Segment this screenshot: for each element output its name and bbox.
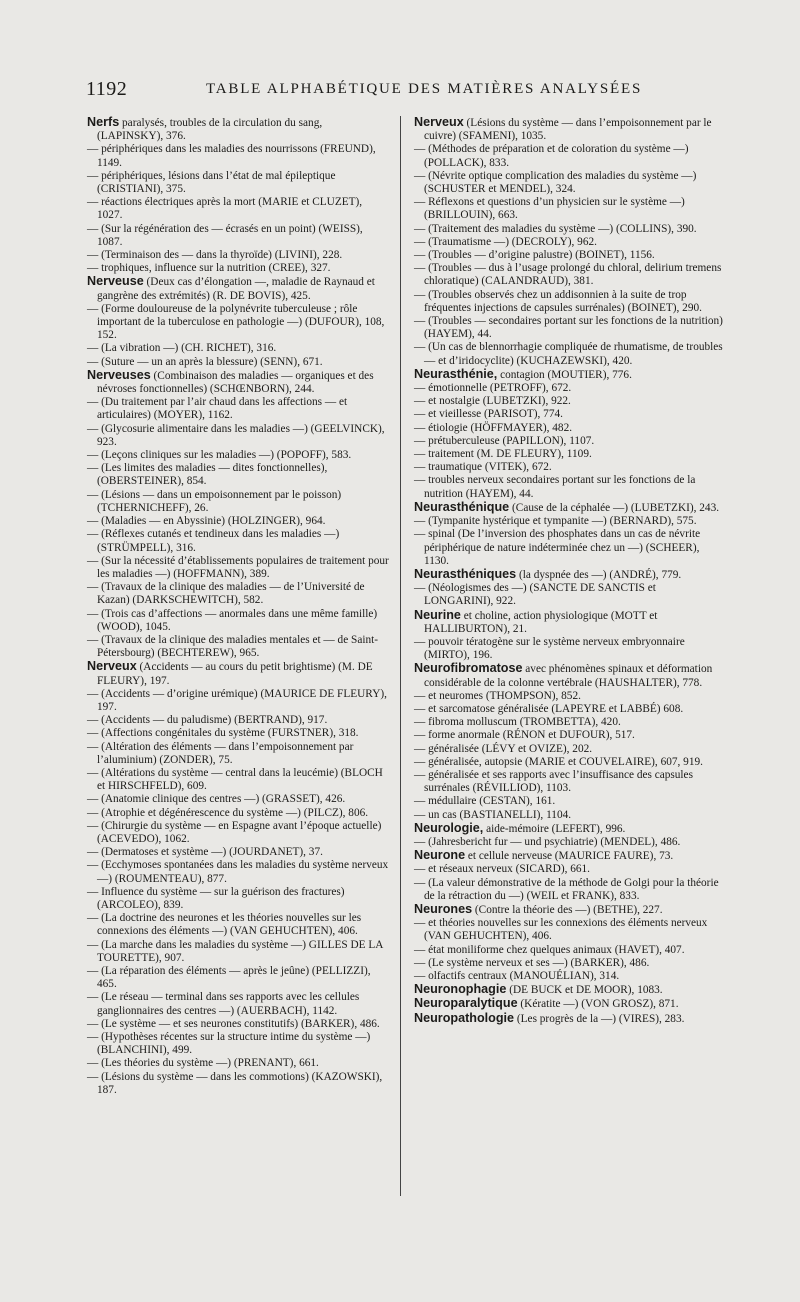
entry-text: (la dyspnée des —) (ANDRÉ), 779.: [519, 568, 682, 581]
index-subentry: [87, 143, 389, 169]
entry-text: — et sarcomatose généralisée (LAPEYRE et LABBÉ) 608.: [414, 702, 684, 715]
entry-text: — (La marche dans les maladies du système —) GILLES DE LA TOURETTE), 907.: [87, 938, 383, 964]
index-entry-heading: [87, 660, 389, 687]
entry-text: — (Travaux de la clinique des maladies mentales et — de Saint-Pétersbourg) (BECHTEREW), 965.: [87, 633, 379, 660]
index-subentry: [414, 315, 724, 341]
entry-text: — (Leçons cliniques sur les maladies —) (POPOFF), 583.: [87, 449, 352, 462]
entry-keyword: Neuropathologie: [414, 1010, 515, 1025]
entry-text: — et théories nouvelles sur les connexions des éléments nerveux (VAN GEHUCHTEN), 406.: [414, 917, 708, 943]
entry-text: — (Les limites des maladies — dites fonctionnelles), (OBERSTEINER), 854.: [87, 462, 328, 488]
index-subentry: [87, 170, 389, 196]
entry-keyword: Neurine: [414, 607, 461, 622]
entry-text: — (Glycosurie alimentaire dans les maladies —) (GEELVINCK), 923.: [87, 422, 385, 448]
entry-text: — étiologie (HÖFFMAYER), 482.: [414, 421, 573, 434]
index-subentry: [87, 196, 389, 222]
entry-text: — (La vibration —) (CH. RICHET), 316.: [87, 342, 277, 355]
entry-text: — périphériques, lésions dans l’état de mal épileptique (CRISTIANI), 375.: [87, 169, 336, 196]
index-entry-heading: [414, 568, 724, 582]
index-entry-heading: [414, 822, 724, 836]
index-subentry: [414, 143, 724, 169]
index-subentry: [414, 743, 724, 756]
entry-text: — Réflexons et questions d’un physicien sur le système —) (BRILLOUIN), 663.: [414, 196, 685, 222]
index-subentry: [87, 1018, 389, 1031]
entry-text: — traitement (M. DE FLEURY), 1109.: [414, 448, 592, 461]
entry-text: — (Anatomie clinique des centres —) (GRASSET), 426.: [87, 793, 346, 806]
index-entry-heading: [414, 849, 724, 863]
entry-text: — (Jahresbericht fur — und psychiatrie) (MENDEL), 486.: [414, 835, 681, 848]
entry-keyword: Neurasthénique: [414, 499, 510, 514]
entry-text: — (Névrite optique complication des maladies du système —) (SCHUSTER et MENDEL), 324.: [414, 169, 697, 196]
entry-text: — (Altérations du système — central dans la leucémie) (BLOCH et HIRSCHFELD), 609.: [87, 766, 383, 793]
entry-text: (DE BUCK et DE MOOR), 1083.: [509, 984, 663, 997]
entry-keyword: Neurologie,: [414, 820, 484, 835]
entry-text: (Contre la théorie des —) (BETHE), 227.: [474, 903, 663, 916]
index-entry-heading: [87, 275, 389, 302]
entry-text: — (Accidents — du paludisme) (BERTRAND), 917.: [87, 714, 328, 727]
index-subentry: [414, 223, 724, 236]
index-entry-heading: [414, 983, 724, 997]
entry-text: — (La réparation des éléments — après le jeûne) (PELLIZZI), 465.: [87, 965, 371, 991]
index-subentry: [87, 249, 389, 262]
entry-text: — émotionnelle (PETROFF), 672.: [414, 382, 572, 395]
index-subentry: [414, 690, 724, 703]
column-divider: [400, 116, 401, 1196]
index-subentry: [414, 716, 724, 729]
index-subentry: [414, 408, 724, 421]
index-entry-heading: [414, 368, 724, 382]
entry-keyword: Nerveuse: [87, 274, 144, 289]
index-subentry: [87, 846, 389, 859]
entry-text: — olfactifs centraux (MANOUÉLIAN), 314.: [414, 970, 620, 982]
entry-text: — généralisée (LÉVY et OVIZE), 202.: [414, 742, 593, 755]
entry-text: contagion (MOUTIER), 776.: [500, 368, 632, 381]
index-subentry: [87, 462, 389, 488]
index-entry-heading: [87, 369, 389, 396]
entry-text: (Les progrès de la —) (VIRES), 283.: [516, 1012, 685, 1025]
entry-text: (Deux cas d’élongation —, maladie de Raynaud et gangrène des extrémités) (R. DE BOVIS), 425.: [97, 276, 375, 302]
entry-keyword: Nerveuses: [87, 367, 151, 382]
index-subentry: [414, 262, 724, 288]
index-entry-heading: [87, 116, 389, 143]
entry-text: — et neuromes (THOMPSON), 852.: [414, 689, 581, 702]
entry-text: — (Lésions du système — dans les commotions) (KAZOWSKI), 187.: [87, 1070, 383, 1096]
index-subentry: [414, 289, 724, 315]
entry-text: — (La valeur démonstrative de la méthode de Golgi pour la théorie de la rétraction du —) (WEIL et FRANK), 833.: [414, 876, 719, 902]
index-subentry: [87, 886, 389, 912]
index-subentry: [87, 859, 389, 885]
entry-text: — un cas (BASTIANELLI), 1104.: [414, 808, 572, 821]
index-subentry: [414, 917, 724, 943]
entry-keyword: Neurasthéniques: [414, 566, 517, 581]
index-entry-heading: [414, 903, 724, 917]
index-subentry: [87, 555, 389, 581]
index-subentry: [414, 474, 724, 500]
index-subentry: [414, 236, 724, 249]
entry-keyword: Neuroparalytique: [414, 996, 518, 1011]
entry-keyword: Nerveux: [414, 115, 464, 129]
right-column: [414, 116, 724, 1026]
entry-text: — (Dermatoses et système —) (JOURDANET), 37.: [87, 846, 323, 859]
entry-text: — (Terminaison des — dans la thyroïde) (LIVINI), 228.: [87, 249, 343, 262]
entry-text: — spinal (De l’inversion des phosphates dans un cas de névrite périphérique de nature indéterminée chez un —) (SCHEER), 1130.: [414, 528, 701, 567]
entry-text: — (Un cas de blennorrhagie compliquée de rhumatisme, de troubles — et d’iridocyclite) (KUCHAZEWSKI), 420.: [414, 341, 723, 367]
index-subentry: [87, 528, 389, 554]
index-subentry: [414, 703, 724, 716]
entry-text: — (Forme douloureuse de la polynévrite tuberculeuse ; rôle important de la tuberculose en pathologie —) (DUFOUR), 108, 152.: [87, 302, 385, 342]
index-subentry: [87, 489, 389, 515]
index-subentry: [414, 769, 724, 795]
entry-text: (Accidents — au cours du petit brightisme) (M. DE FLEURY), 197.: [97, 661, 373, 687]
entry-text: — périphériques dans les maladies des nourrissons (FREUND), 1149.: [87, 143, 376, 169]
index-subentry: [87, 423, 389, 449]
entry-text: — généralisée, autopsie (MARIE et COUVELAIRE), 607, 919.: [414, 755, 703, 768]
index-subentry: [87, 820, 389, 846]
entry-text: — (Troubles — secondaires portant sur les fonctions de la nutrition) (HAYEM), 44.: [414, 315, 723, 341]
index-subentry: [87, 741, 389, 767]
index-subentry: [414, 863, 724, 876]
entry-text: — Influence du système — sur la guérison des fractures) (ARCOLEO), 839.: [87, 885, 345, 911]
index-subentry: [414, 957, 724, 970]
index-subentry: [87, 581, 389, 607]
entry-keyword: Nerfs: [87, 115, 120, 129]
index-subentry: [87, 807, 389, 820]
index-subentry: [414, 341, 724, 367]
index-subentry: [87, 939, 389, 965]
index-subentry: [87, 1031, 389, 1057]
entry-text: — troubles nerveux secondaires portant sur les fonctions de la nutrition (HAYEM), 44.: [414, 474, 696, 500]
entry-keyword: Neurofibromatose: [414, 661, 523, 676]
entry-text: — (Méthodes de préparation et de coloration du système —) (POLLACK), 833.: [414, 143, 689, 169]
entry-text: — (Suture — un an après la blessure) (SENN), 671.: [87, 355, 323, 368]
index-subentry: [87, 793, 389, 806]
index-subentry: [87, 223, 389, 249]
entry-text: — (Traumatisme —) (DECROLY), 962.: [414, 235, 597, 248]
entry-text: — (Atrophie et dégénérescence du système —) (PILCZ), 806.: [87, 806, 369, 819]
index-subentry: [414, 196, 724, 222]
index-subentry: [414, 795, 724, 808]
index-subentry: [414, 877, 724, 903]
entry-text: — (Le réseau — terminal dans ses rapports avec les cellules ganglionnaires des centres —) (AUERBACH), 1142.: [87, 991, 360, 1017]
entry-text: — (Le système — et ses neurones constitutifs) (BARKER), 486.: [87, 1017, 380, 1030]
entry-text: (Cause de la céphalée —) (LUBETZKI), 243.: [512, 501, 720, 514]
entry-keyword: Neuronophagie: [414, 982, 507, 997]
entry-keyword: Neurasthénie,: [414, 366, 498, 381]
running-title: TABLE ALPHABÉTIQUE DES MATIÈRES ANALYSÉES: [206, 81, 643, 97]
left-column: [87, 116, 389, 1097]
entry-keyword: Neurones: [414, 901, 473, 916]
entry-text: (Lésions du système — dans l’empoisonnement par le cuivre) (SFAMENI), 1035.: [424, 117, 712, 143]
index-subentry: [87, 608, 389, 634]
entry-text: avec phénomènes spinaux et déformation considérable de la colonne vertébrale (HAUSHALTER), 778.: [424, 663, 713, 689]
entry-text: — traumatique (VITEK), 672.: [414, 461, 552, 474]
entry-text: — (Troubles — dus à l’usage prolongé du chloral, delirium tremens chloratique) (CALANDRAUD), 381.: [414, 262, 722, 288]
index-subentry: [87, 912, 389, 938]
entry-text: — généralisée et ses rapports avec l’insuffisance des capsules surrénales (RÉVILLIOD), 1103.: [414, 768, 693, 795]
index-subentry: [414, 582, 724, 608]
entry-text: — (Sur la régénération des — écrasés en un point) (WEISS), 1087.: [87, 222, 363, 248]
entry-text: — (Travaux de la clinique des maladies — de l’Université de Kazan) (DARKSCHEWITCH), 582.: [87, 581, 365, 607]
entry-text: — forme anormale (RÉNON et DUFOUR), 517.: [414, 729, 635, 742]
index-subentry: [414, 170, 724, 196]
entry-text: — (Tympanite hystérique et tympanite —) (BERNARD), 575.: [414, 515, 697, 528]
entry-text: — (Troubles — d’origine palustre) (BOINET), 1156.: [414, 249, 655, 262]
entry-text: — (Sur la nécessité d’établissements populaires de traitement pour les maladies —) (HOFFMANN), 389.: [87, 554, 389, 580]
index-subentry: [87, 449, 389, 462]
index-subentry: [414, 382, 724, 395]
index-subentry: [87, 634, 389, 660]
entry-text: — (Néologismes des —) (SANCTE DE SANCTIS et LONGARINI), 922.: [414, 582, 656, 608]
entry-text: — et vieillesse (PARISOT), 774.: [414, 408, 563, 421]
entry-text: — (Accidents — d’origine urémique) (MAURICE DE FLEURY), 197.: [87, 687, 387, 713]
entry-keyword: Nerveux: [87, 659, 137, 674]
index-subentry: [414, 515, 724, 528]
index-entry-heading: [414, 609, 724, 636]
entry-text: — (Les théories du système —) (PRENANT), 661.: [87, 1057, 319, 1070]
entry-text: aide-mémoire (LEFERT), 996.: [486, 822, 626, 835]
entry-text: — réactions électriques après la mort (MARIE et CLUZET), 1027.: [87, 196, 363, 222]
index-subentry: [87, 727, 389, 740]
entry-text: — (Troubles observés chez un addisonnien à la suite de trop fréquentes injections de capsules surrénales) (BOINET), 290.: [414, 288, 702, 314]
index-subentry: [87, 688, 389, 714]
entry-text: — (Du traitement par l’air chaud dans les affections — et articulaires) (MOYER), 1162.: [87, 396, 348, 422]
entry-text: — et nostalgie (LUBETZKI), 922.: [414, 395, 571, 408]
index-subentry: [87, 767, 389, 793]
index-entry-heading: [414, 997, 724, 1011]
page-number: 1192: [86, 78, 128, 100]
entry-text: — (La doctrine des neurones et les théories nouvelles sur les connexions des éléments —) (VAN GEHUCHTEN), 406.: [87, 912, 362, 938]
index-subentry: [414, 729, 724, 742]
entry-text: — (Trois cas d’affections — anormales dans une même famille) (WOOD), 1045.: [87, 607, 378, 633]
entry-text: — (Traitement des maladies du système —) (COLLINS), 390.: [414, 222, 697, 235]
entry-text: paralysés, troubles de la circulation du sang, (LAPINSKY), 376.: [97, 117, 323, 143]
index-subentry: [414, 422, 724, 435]
index-subentry: [414, 435, 724, 448]
index-subentry: [87, 991, 389, 1017]
entry-keyword: Neurone: [414, 848, 466, 863]
index-entry-heading: [414, 662, 724, 689]
entry-text: — médullaire (CESTAN), 161.: [414, 795, 556, 808]
index-subentry: [414, 528, 724, 568]
index-subentry: [414, 944, 724, 957]
entry-text: — fibroma molluscum (TROMBETTA), 420.: [414, 716, 621, 729]
index-subentry: [414, 461, 724, 474]
index-subentry: [87, 396, 389, 422]
entry-text: — (Altération des éléments — dans l’empoisonnement par l’aluminium) (ZONDER), 75.: [87, 740, 354, 766]
entry-text: et choline, action physiologique (MOTT et HALLIBURTON), 21.: [424, 609, 658, 635]
entry-text: (Combinaison des maladies — organiques et des névroses fonctionnelles) (SCHŒNBORN), 244.: [97, 369, 374, 396]
index-subentry: [414, 249, 724, 262]
entry-text: et cellule nerveuse (MAURICE FAURE), 73.: [467, 850, 674, 863]
page-header: [86, 76, 776, 106]
index-subentry: [414, 395, 724, 408]
entry-text: — état moniliforme chez quelques animaux (HAVET), 407.: [414, 943, 685, 956]
index-subentry: [414, 756, 724, 769]
entry-text: — (Affections congénitales du système (FURSTNER), 318.: [87, 727, 359, 740]
entry-text: — (Chirurgie du système — en Espagne avant l’époque actuelle) (ACEVEDO), 1062.: [87, 819, 382, 845]
index-entry-heading: [414, 501, 724, 515]
index-subentry: [87, 515, 389, 528]
entry-text: — et réseaux nerveux (SICARD), 661.: [414, 863, 591, 876]
index-subentry: [87, 965, 389, 991]
index-subentry: [414, 448, 724, 461]
entry-text: — (Ecchymoses spontanées dans les maladies du système nerveux —) (ROUMENTEAU), 877.: [87, 859, 389, 885]
index-subentry: [87, 342, 389, 355]
entry-text: — pouvoir tératogène sur le système nerveux embryonnaire (MIRTO), 196.: [414, 635, 685, 662]
index-subentry: [87, 1057, 389, 1070]
entry-text: — prétuberculeuse (PAPILLON), 1107.: [414, 434, 595, 447]
index-entry-heading: [414, 116, 724, 143]
index-entry-heading: [414, 1012, 724, 1026]
index-subentry: [87, 714, 389, 727]
index-subentry: [87, 303, 389, 343]
entry-text: — (Hypothèses récentes sur la structure intime du système —) (BLANCHINI), 499.: [87, 1031, 371, 1057]
entry-text: — (Réflexes cutanés et tendineux dans les maladies —) (STRÜMPELL), 316.: [87, 528, 340, 554]
entry-text: (Kératite —) (VON GROSZ), 871.: [520, 998, 679, 1011]
index-subentry: [414, 636, 724, 662]
entry-text: — (Maladies — en Abyssinie) (HOLZINGER), 964.: [87, 515, 326, 528]
entry-text: — (Lésions — dans un empoisonnement par le poisson) (TCHERNICHEFF), 26.: [87, 488, 342, 514]
entry-text: — (Le système nerveux et ses —) (BARKER), 486.: [414, 956, 650, 969]
entry-text: — trophiques, influence sur la nutrition (CREE), 327.: [87, 262, 331, 275]
index-subentry: [87, 1071, 389, 1097]
